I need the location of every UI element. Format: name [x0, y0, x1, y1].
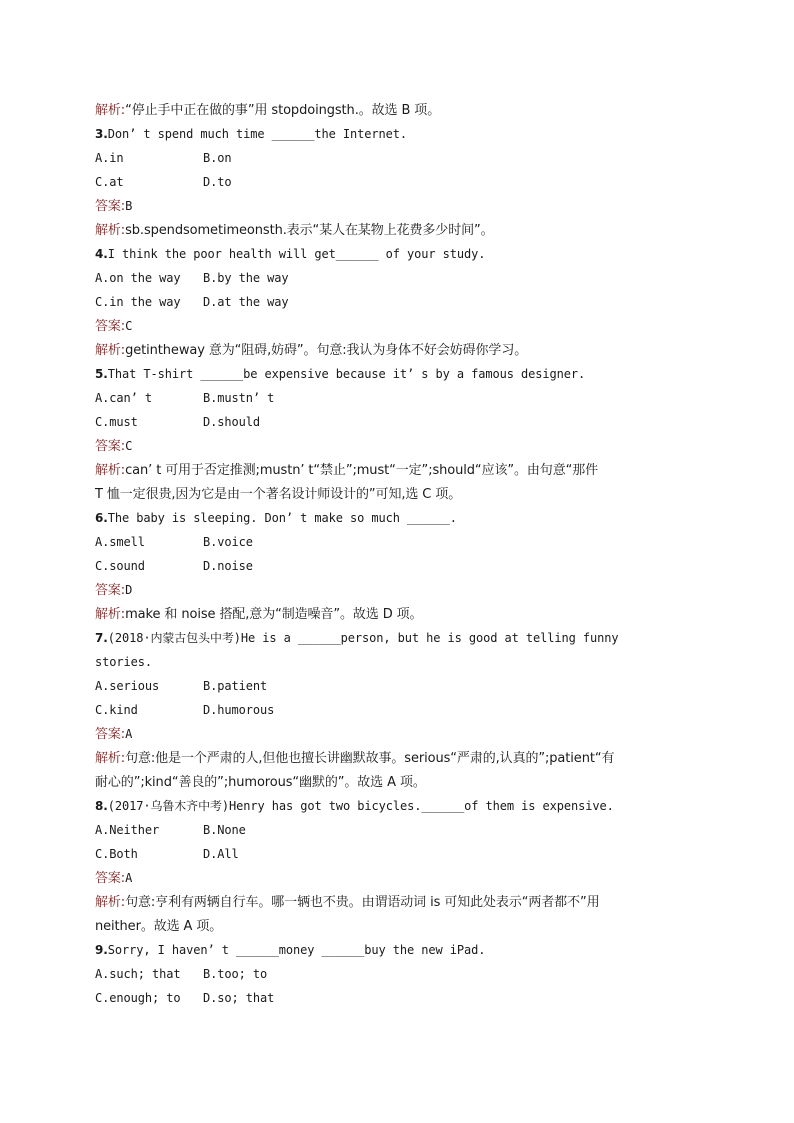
option-left: A.serious	[95, 679, 160, 693]
analysis-text: T 恤一定很贵,因为它是由一个著名设计师设计的”可知,选 C 项。	[95, 487, 462, 502]
answer-value: C	[125, 319, 133, 333]
option-left: C.in the way	[95, 295, 181, 309]
answer-value: A	[125, 871, 133, 885]
question-block	[95, 938, 700, 1010]
question-block	[95, 362, 700, 506]
analysis-line	[95, 458, 700, 482]
analysis-text: sb.spendsometimeonsth.表示“某人在某物上花费多少时间”。	[125, 223, 494, 238]
option-left: A.Neither	[95, 823, 160, 837]
option-left: A.such; that	[95, 967, 181, 981]
option-right: D.noise	[203, 559, 253, 573]
option-right: B.voice	[203, 535, 253, 549]
option-right: D.to	[203, 175, 232, 189]
question-block	[95, 506, 700, 626]
question-stem-line	[95, 650, 700, 674]
answer-line	[95, 866, 700, 890]
options-row	[95, 674, 700, 698]
question-block	[95, 242, 700, 362]
question-number: 8.	[95, 799, 108, 813]
question-stem-text: stories.	[95, 655, 152, 669]
option-right: D.so; that	[203, 991, 275, 1005]
answer-value: B	[125, 199, 133, 213]
options-row	[95, 410, 700, 434]
question-stem-text: Sorry, I haven’ t ______money ______buy the new iPad.	[107, 943, 486, 957]
question-stem-text: That T-shirt ______be expensive because it’ s by a famous designer.	[107, 367, 586, 381]
analysis-line	[95, 746, 700, 770]
answer-line	[95, 434, 700, 458]
question-stem-text: The baby is sleeping. Don’ t make so much ______.	[107, 511, 457, 525]
analysis-label: 解析:	[95, 463, 126, 478]
options-row	[95, 818, 700, 842]
option-right: D.All	[203, 847, 239, 861]
options-row	[95, 986, 700, 1010]
option-right: D.should	[203, 415, 260, 429]
options-row	[95, 386, 700, 410]
question-block	[95, 794, 700, 938]
answer-line	[95, 314, 700, 338]
question-number: 3.	[95, 127, 108, 141]
question-number: 5.	[95, 367, 108, 381]
options-row	[95, 290, 700, 314]
analysis-text: 句意:亨利有两辆自行车。哪一辆也不贵。由谓语动词 is 可知此处表示“两者都不”用	[125, 895, 600, 910]
option-left: C.enough; to	[95, 991, 181, 1005]
option-right: D.at the way	[203, 295, 289, 309]
option-right: B.on	[203, 151, 232, 165]
analysis-line	[95, 770, 700, 794]
analysis-label: 解析:	[95, 343, 126, 358]
worksheet-page	[95, 98, 700, 1010]
answer-label: 答案:	[95, 871, 126, 886]
option-left: A.smell	[95, 535, 145, 549]
options-row	[95, 698, 700, 722]
analysis-line	[95, 602, 700, 626]
analysis-label: 解析:	[95, 895, 126, 910]
answer-value: C	[125, 439, 133, 453]
answer-label: 答案:	[95, 199, 126, 214]
analysis-text: can’ t 可用于否定推测;mustn’ t“禁止”;must“一定”;should“应该”。由句意“那件	[125, 463, 599, 478]
option-left: A.can’ t	[95, 391, 152, 405]
option-left: C.at	[95, 175, 124, 189]
option-right: B.None	[203, 823, 246, 837]
answer-label: 答案:	[95, 583, 126, 598]
answer-label: 答案:	[95, 319, 126, 334]
intro-analysis-line	[95, 98, 700, 122]
question-number: 7.	[95, 631, 108, 645]
option-left: C.sound	[95, 559, 145, 573]
analysis-text: “停止手中正在做的事”用 stopdoingsth.。故选 B 项。	[125, 103, 441, 118]
option-right: B.patient	[203, 679, 268, 693]
analysis-text: make 和 noise 搭配,意为“制造噪音”。故选 D 项。	[125, 607, 423, 622]
analysis-line	[95, 890, 700, 914]
options-row	[95, 170, 700, 194]
analysis-line	[95, 914, 700, 938]
option-right: B.mustn’ t	[203, 391, 275, 405]
analysis-text: neither。故选 A 项。	[95, 919, 223, 934]
question-number: 9.	[95, 943, 108, 957]
option-right: B.too; to	[203, 967, 268, 981]
option-left: C.Both	[95, 847, 138, 861]
question-stem-line	[95, 626, 700, 650]
option-left: A.on the way	[95, 271, 181, 285]
answer-value: A	[125, 727, 133, 741]
option-right: D.humorous	[203, 703, 275, 717]
question-number: 6.	[95, 511, 108, 525]
question-stem-line	[95, 122, 700, 146]
analysis-text: 句意:他是一个严肃的人,但他也擅长讲幽默故事。serious“严肃的,认真的”;patient“有	[125, 751, 615, 766]
answer-value: D	[125, 583, 133, 597]
analysis-text: getintheway 意为“阻碍,妨碍”。句意:我认为身体不好会妨碍你学习。	[125, 343, 528, 358]
options-row	[95, 842, 700, 866]
analysis-line	[95, 482, 700, 506]
analysis-label: 解析:	[95, 607, 126, 622]
option-left: C.must	[95, 415, 138, 429]
analysis-label: 解析:	[95, 223, 126, 238]
analysis-line	[95, 338, 700, 362]
question-stem-line	[95, 938, 700, 962]
analysis-label: 解析:	[95, 103, 126, 118]
analysis-text: 耐心的”;kind“善良的”;humorous“幽默的”。故选 A 项。	[95, 775, 426, 790]
answer-label: 答案:	[95, 439, 126, 454]
analysis-line	[95, 218, 700, 242]
options-row	[95, 146, 700, 170]
question-stem-text: (2018·内蒙古包头中考)He is a ______person, but he is good at telling funny	[107, 631, 619, 645]
answer-label: 答案:	[95, 727, 126, 742]
option-left: A.in	[95, 151, 124, 165]
option-left: C.kind	[95, 703, 138, 717]
question-block	[95, 122, 700, 242]
answer-line	[95, 194, 700, 218]
question-stem-line	[95, 794, 700, 818]
options-row	[95, 962, 700, 986]
option-right: B.by the way	[203, 271, 289, 285]
options-row	[95, 266, 700, 290]
question-stem-line	[95, 242, 700, 266]
question-stem-text: I think the poor health will get______ of your study.	[107, 247, 486, 261]
question-stem-line	[95, 362, 700, 386]
question-stem-text: Don’ t spend much time ______the Internet.	[107, 127, 407, 141]
analysis-label: 解析:	[95, 751, 126, 766]
question-block	[95, 626, 700, 794]
question-stem-text: (2017·乌鲁木齐中考)Henry has got two bicycles.______of them is expensive.	[107, 799, 614, 813]
options-row	[95, 530, 700, 554]
answer-line	[95, 578, 700, 602]
options-row	[95, 554, 700, 578]
question-stem-line	[95, 506, 700, 530]
answer-line	[95, 722, 700, 746]
question-number: 4.	[95, 247, 108, 261]
